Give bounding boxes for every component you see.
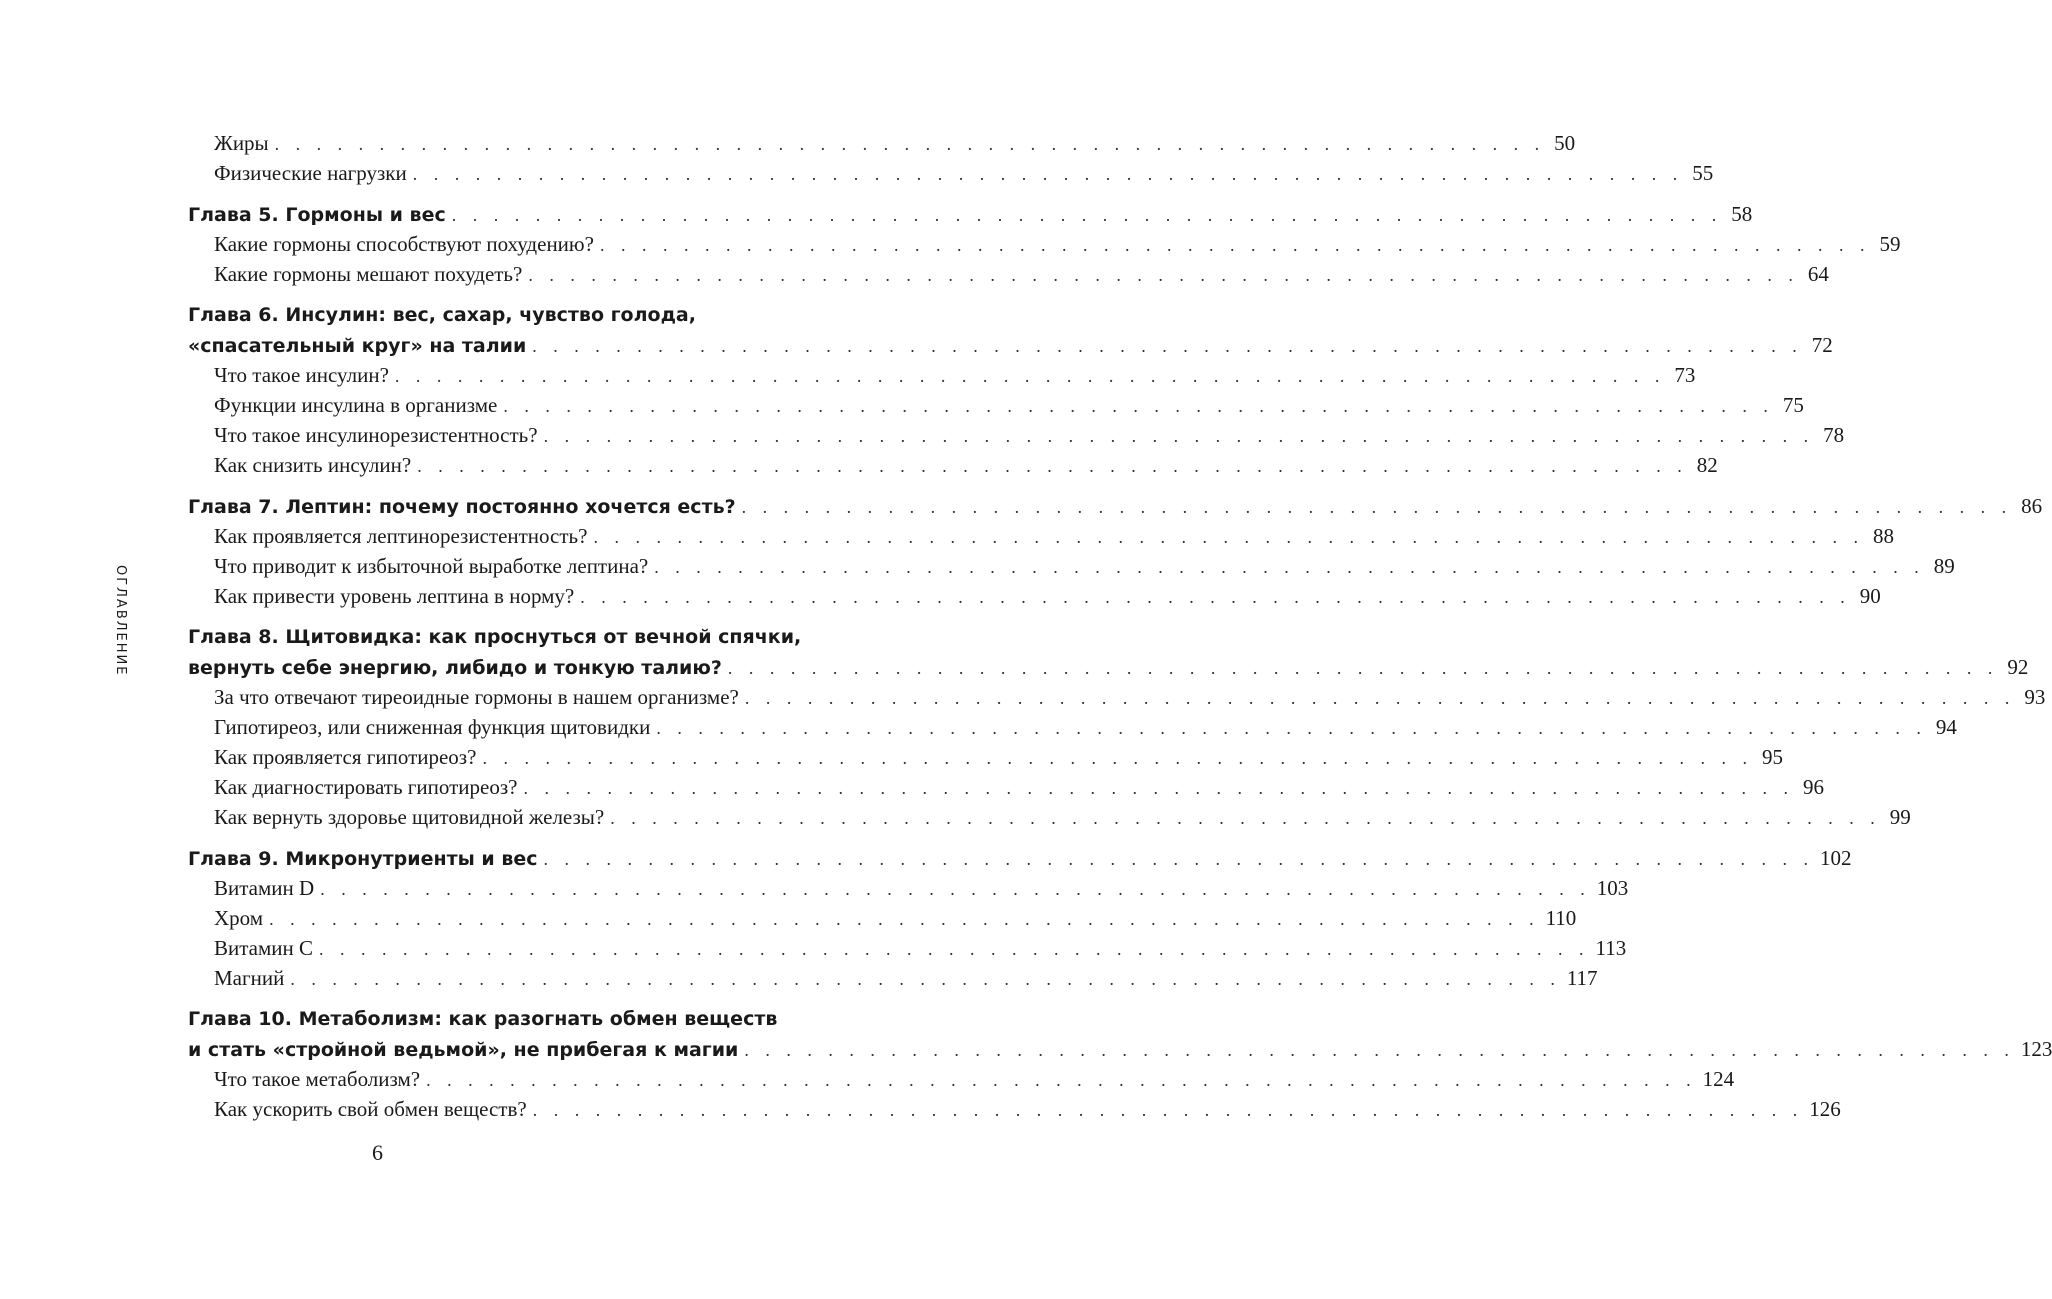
chapter-page: 102 xyxy=(1820,846,1852,870)
toc-entry-title: Физические нагрузки xyxy=(214,161,407,185)
toc-entry[interactable] xyxy=(188,712,1957,742)
toc-entry-page: 75 xyxy=(1782,393,1804,417)
leader-dots: . . . . . . . . . . . . . . . . . . . . . . . . . . . . . . . . . . . . . . . . . . . . . . . . . . . . . . . . . . . . . xyxy=(417,456,1688,476)
toc-entry-page: 117 xyxy=(1566,966,1598,990)
leader-dots: . . . . . . . . . . . . . . . . . . . . . . . . . . . . . . . . . . . . . . . . . . . . . . . . . . . . . . . . . . . . . xyxy=(654,557,1925,577)
toc-entry[interactable] xyxy=(188,1094,1841,1124)
toc-entry[interactable] xyxy=(188,873,1629,903)
toc-chapter-5[interactable] xyxy=(188,199,1753,229)
chapter-title: «спасательный круг» на талии xyxy=(188,335,527,357)
leader-dots: . . . . . . . . . . . . . . . . . . . . . . . . . . . . . . . . . . . . . . . . . . . . . . . . . . . . . . . . . . . . . xyxy=(744,688,2016,708)
toc-entry-title: Витамин С xyxy=(214,936,314,960)
chapter-page: 92 xyxy=(2007,655,2029,679)
leader-dots: . . . . . . . . . . . . . . . . . . . . . . . . . . . . . . . . . . . . . . . . . . . . . . . . . . . . . . . . . . . . . xyxy=(269,909,1540,929)
chapter-title: вернуть себе энергию, либидо и тонкую талию? xyxy=(188,657,722,679)
chapter-title: и стать «стройной ведьмой», не прибегая к магии xyxy=(188,1039,739,1061)
toc-entry[interactable] xyxy=(188,963,1598,993)
toc-entry-page: 89 xyxy=(1933,554,1955,578)
toc-entry[interactable] xyxy=(188,158,1714,188)
toc-entry[interactable] xyxy=(188,581,1881,611)
toc-entry-page: 94 xyxy=(1935,715,1957,739)
toc-entry[interactable] xyxy=(188,1064,1735,1094)
toc-entry-page: 95 xyxy=(1761,745,1783,769)
toc-entry-page: 78 xyxy=(1823,423,1845,447)
leader-dots: . . . . . . . . . . . . . . . . . . . . . . . . . . . . . . . . . . . . . . . . . . . . . . . . . . . . . . . . . . . . . xyxy=(394,366,1666,386)
toc-chapter-6[interactable] xyxy=(188,300,1833,360)
page-number: 6 xyxy=(372,1140,383,1165)
toc-entry[interactable] xyxy=(188,802,1911,832)
leader-dots: . . . . . . . . . . . . . . . . . . . . . . . . . . . . . . . . . . . . . . . . . . . . . . . . . . . . . . . . . . . . . xyxy=(320,879,1591,899)
toc-entry-title: Как привести уровень лептина в норму? xyxy=(214,584,575,608)
chapter-title: Глава 7. Лептин: почему постоянно хочется есть? xyxy=(188,496,736,518)
leader-dots: . . . . . . . . . . . . . . . . . . . . . . . . . . . . . . . . . . . . . . . . . . . . . . . . . . . . . . . . . . . . . xyxy=(741,497,2013,517)
toc-entry-title: Магний xyxy=(214,966,285,990)
toc-entry-page: 103 xyxy=(1596,876,1629,900)
leader-dots: . . . . . . . . . . . . . . . . . . . . . . . . . . . . . . . . . . . . . . . . . . . . . . . . . . . . . . . . . . . . . xyxy=(523,778,1794,798)
toc-entry-title: Как ускорить свой обмен веществ? xyxy=(214,1097,527,1121)
toc-entry-title: Витамин D xyxy=(214,876,315,900)
toc-entry-title: Как снизить инсулин? xyxy=(214,453,412,477)
toc-entry-title: Что такое инсулинорезистентность? xyxy=(214,423,538,447)
leader-dots: . . . . . . . . . . . . . . . . . . . . . . . . . . . . . . . . . . . . . . . . . . . . . . . . . . . . . . . . . . . . . xyxy=(744,1040,2015,1060)
toc-entry[interactable] xyxy=(188,450,1718,480)
toc-entry-page: 96 xyxy=(1802,775,1824,799)
toc-entry-page: 59 xyxy=(1879,232,1901,256)
toc-entry[interactable] xyxy=(188,742,1783,772)
toc-entry-page: 90 xyxy=(1859,584,1881,608)
toc-entry-title: Гипотиреоз, или сниженная функция щитовидки xyxy=(214,715,651,739)
table-of-contents xyxy=(188,128,2052,1124)
toc-entry[interactable] xyxy=(188,772,1824,802)
chapter-page: 123 xyxy=(2020,1037,2052,1061)
leader-dots: . . . . . . . . . . . . . . . . . . . . . . . . . . . . . . . . . . . . . . . . . . . . . . . . . . . . . . . . . . . . . xyxy=(319,939,1590,959)
toc-entry-title: Как проявляется гипотиреоз? xyxy=(214,745,477,769)
toc-chapter-10[interactable] xyxy=(188,1004,2052,1064)
toc-entry-page: 73 xyxy=(1674,363,1696,387)
leader-dots: . . . . . . . . . . . . . . . . . . . . . . . . . . . . . . . . . . . . . . . . . . . . . . . . . . . . . . . . . . . . . xyxy=(482,748,1753,768)
leader-dots: . . . . . . . . . . . . . . . . . . . . . . . . . . . . . . . . . . . . . . . . . . . . . . . . . . . . . . . . . . . . . xyxy=(274,134,1546,154)
leader-dots: . . . . . . . . . . . . . . . . . . . . . . . . . . . . . . . . . . . . . . . . . . . . . . . . . . . . . . . . . . . . . xyxy=(412,164,1684,184)
chapter-page: 86 xyxy=(2021,494,2043,518)
toc-entry-title: Какие гормоны способствуют похудению? xyxy=(214,232,594,256)
chapter-title: Глава 5. Гормоны и вес xyxy=(188,204,446,226)
toc-entry-page: 55 xyxy=(1692,161,1714,185)
chapter-title: Глава 9. Микронутриенты и вес xyxy=(188,848,538,870)
leader-dots: . . . . . . . . . . . . . . . . . . . . . . . . . . . . . . . . . . . . . . . . . . . . . . . . . . . . . . . . . . . . . xyxy=(543,426,1815,446)
leader-dots: . . . . . . . . . . . . . . . . . . . . . . . . . . . . . . . . . . . . . . . . . . . . . . . . . . . . . . . . . . . . . xyxy=(290,969,1561,989)
toc-entry[interactable] xyxy=(188,229,1901,259)
toc-entry-title: Что такое инсулин? xyxy=(214,363,389,387)
toc-entry-title: Жиры xyxy=(214,131,269,155)
leader-dots: . . . . . . . . . . . . . . . . . . . . . . . . . . . . . . . . . . . . . . . . . . . . . . . . . . . . . . . . . . . . . xyxy=(543,849,1814,869)
leader-dots: . . . . . . . . . . . . . . . . . . . . . . . . . . . . . . . . . . . . . . . . . . . . . . . . . . . . . . . . . . . . . xyxy=(593,527,1864,547)
toc-chapter-8[interactable] xyxy=(188,622,2029,682)
toc-entry-page: 113 xyxy=(1595,936,1627,960)
toc-entry[interactable] xyxy=(188,903,1577,933)
toc-entry-title: Что приводит к избыточной выработке лептина? xyxy=(214,554,649,578)
leader-dots: . . . . . . . . . . . . . . . . . . . . . . . . . . . . . . . . . . . . . . . . . . . . . . . . . . . . . . . . . . . . . xyxy=(532,336,1803,356)
leader-dots: . . . . . . . . . . . . . . . . . . . . . . . . . . . . . . . . . . . . . . . . . . . . . . . . . . . . . . . . . . . . . xyxy=(503,396,1774,416)
chapter-page: 58 xyxy=(1731,202,1753,226)
leader-dots: . . . . . . . . . . . . . . . . . . . . . . . . . . . . . . . . . . . . . . . . . . . . . . . . . . . . . . . . . . . . . xyxy=(656,718,1927,738)
chapter-page: 72 xyxy=(1811,333,1833,357)
chapter-title-line: Глава 10. Метаболизм: как разогнать обмен веществ xyxy=(188,1008,778,1030)
toc-entry[interactable] xyxy=(188,933,1627,963)
toc-entry-page: 126 xyxy=(1809,1097,1841,1121)
toc-entry-page: 110 xyxy=(1545,906,1577,930)
toc-chapter-7[interactable] xyxy=(188,491,2043,521)
toc-entry-page: 64 xyxy=(1807,262,1829,286)
toc-entry-title: За что отвечают тиреоидные гормоны в нашем организме? xyxy=(214,685,739,709)
chapter-title-line: Глава 6. Инсулин: вес, сахар, чувство голода, xyxy=(188,304,696,326)
toc-entry-title: Какие гормоны мешают похудеть? xyxy=(214,262,523,286)
chapter-title-line: Глава 8. Щитовидка: как проснуться от вечной спячки, xyxy=(188,626,802,648)
toc-entry[interactable] xyxy=(188,259,1829,289)
toc-entry-title: Как диагностировать гипотиреоз? xyxy=(214,775,518,799)
running-head-label: ОГЛАВЛЕНИЕ xyxy=(113,565,128,677)
toc-entry-page: 88 xyxy=(1872,524,1894,548)
leader-dots: . . . . . . . . . . . . . . . . . . . . . . . . . . . . . . . . . . . . . . . . . . . . . . . . . . . . . . . . . . . . . xyxy=(727,658,1999,678)
toc-entry[interactable] xyxy=(188,551,1955,581)
toc-entry-title: Как вернуть здоровье щитовидной железы? xyxy=(214,805,605,829)
leader-dots: . . . . . . . . . . . . . . . . . . . . . . . . . . . . . . . . . . . . . . . . . . . . . . . . . . . . . . . . . . . . . xyxy=(580,587,1851,607)
toc-entry-page: 50 xyxy=(1554,131,1576,155)
toc-chapter-9[interactable] xyxy=(188,843,1852,873)
leader-dots: . . . . . . . . . . . . . . . . . . . . . . . . . . . . . . . . . . . . . . . . . . . . . . . . . . . . . . . . . . . . . xyxy=(528,265,1799,285)
toc-entry-page: 99 xyxy=(1889,805,1911,829)
leader-dots: . . . . . . . . . . . . . . . . . . . . . . . . . . . . . . . . . . . . . . . . . . . . . . . . . . . . . . . . . . . . . xyxy=(451,205,1723,225)
toc-entry[interactable] xyxy=(188,390,1804,420)
leader-dots: . . . . . . . . . . . . . . . . . . . . . . . . . . . . . . . . . . . . . . . . . . . . . . . . . . . . . . . . . . . . . xyxy=(599,235,1871,255)
leader-dots: . . . . . . . . . . . . . . . . . . . . . . . . . . . . . . . . . . . . . . . . . . . . . . . . . . . . . . . . . . . . . xyxy=(532,1100,1804,1120)
toc-entry-title: Функции инсулина в организме xyxy=(214,393,498,417)
toc-entry-page: 93 xyxy=(2024,685,2046,709)
toc-entry[interactable] xyxy=(188,521,1894,551)
toc-entry-title: Как проявляется лептинорезистентность? xyxy=(214,524,588,548)
leader-dots: . . . . . . . . . . . . . . . . . . . . . . . . . . . . . . . . . . . . . . . . . . . . . . . . . . . . . . . . . . . . . xyxy=(610,808,1881,828)
leader-dots: . . . . . . . . . . . . . . . . . . . . . . . . . . . . . . . . . . . . . . . . . . . . . . . . . . . . . . . . . . . . . xyxy=(426,1070,1697,1090)
toc-entry[interactable] xyxy=(188,420,1845,450)
toc-entry-page: 82 xyxy=(1696,453,1718,477)
toc-entry-title: Что такое метаболизм? xyxy=(214,1067,421,1091)
toc-entry[interactable] xyxy=(188,682,2046,712)
toc-entry-page: 124 xyxy=(1702,1067,1735,1091)
toc-entry[interactable] xyxy=(188,128,1576,158)
toc-entry-title: Хром xyxy=(214,906,264,930)
toc-entry[interactable] xyxy=(188,360,1696,390)
